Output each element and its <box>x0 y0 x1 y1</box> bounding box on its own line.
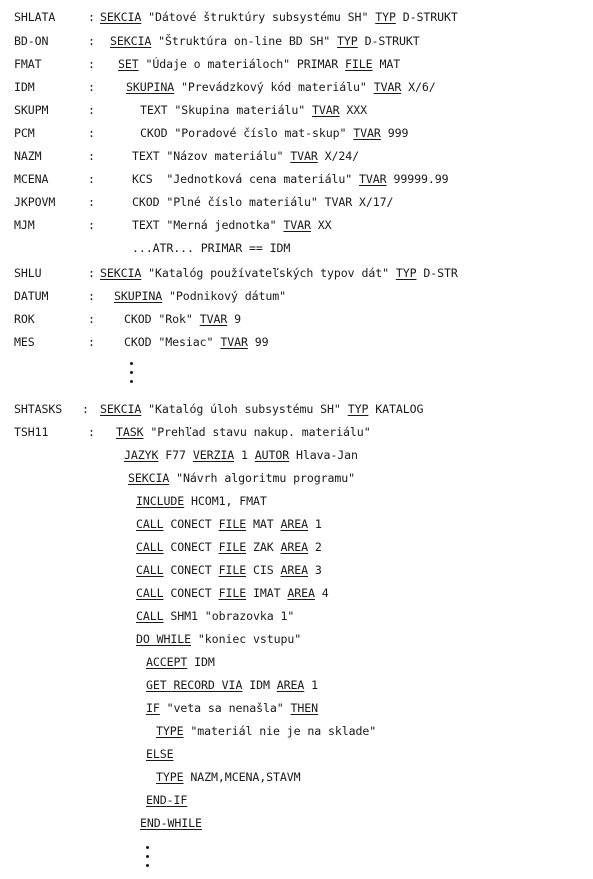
code-text: ZAK <box>246 540 281 554</box>
line-label: JKPOVM <box>14 195 56 209</box>
keyword: CALL <box>136 563 164 577</box>
keyword: FILE <box>218 517 247 531</box>
code-text: F77 <box>158 448 193 462</box>
keyword: TYP <box>375 10 396 24</box>
line-code <box>146 701 318 715</box>
keyword: TVAR <box>220 335 248 349</box>
keyword: SKUPINA <box>126 80 175 94</box>
line-code <box>116 425 371 439</box>
line-code <box>136 586 329 600</box>
line-code <box>146 678 318 692</box>
code-text: "Údaje o materiáloch" PRIMAR <box>138 57 346 71</box>
code-text: "Prevádzkový kód materiálu" <box>174 80 374 94</box>
line-label: PCM <box>14 126 35 140</box>
code-text: "Katalóg úloh subsystému SH" <box>141 402 348 416</box>
keyword: TVAR <box>283 218 311 232</box>
code-text: XXX <box>339 103 368 117</box>
code-text: TEXT "Skupina materiálu" <box>140 103 313 117</box>
line-label: SHTASKS <box>14 402 63 416</box>
label-separator: : <box>88 312 95 326</box>
keyword: TASK <box>116 425 144 439</box>
code-text: Hlava-Jan <box>289 448 358 462</box>
label-separator: : <box>88 218 95 232</box>
code-text: D-STR <box>416 266 458 280</box>
keyword: CALL <box>136 517 164 531</box>
keyword: AREA <box>276 678 305 692</box>
keyword: SEKCIA <box>100 402 142 416</box>
code-text: IDM <box>187 655 215 669</box>
line-label: TSH11 <box>14 425 49 439</box>
keyword: TYP <box>395 266 417 280</box>
code-text: 1 <box>234 448 255 462</box>
code-text: 3 <box>308 563 322 577</box>
keyword: TVAR <box>373 80 402 94</box>
line-label: SHLU <box>14 266 42 280</box>
code-text: CONECT <box>163 517 219 531</box>
code-text: IMAT <box>246 586 288 600</box>
code-text: XX <box>310 218 332 232</box>
code-text: CKOD "Poradové číslo mat-skup" <box>140 126 354 140</box>
keyword: INCLUDE <box>136 494 185 508</box>
code-text: "Dátové štruktúry subsystému SH" <box>141 10 376 24</box>
label-separator: : <box>88 10 95 24</box>
keyword: FILE <box>218 586 247 600</box>
code-text: 99999.99 <box>386 172 449 186</box>
label-separator: : <box>82 402 89 416</box>
ellipsis-dot <box>146 864 149 867</box>
code-text: CKOD "Rok" <box>124 312 200 326</box>
keyword: TVAR <box>290 149 318 163</box>
line-code <box>140 126 408 140</box>
label-separator: : <box>88 149 95 163</box>
code-text: CONECT <box>163 563 219 577</box>
code-text: 999 <box>380 126 409 140</box>
code-text: "Katalóg používateľských typov dát" <box>141 266 396 280</box>
keyword: AREA <box>280 540 309 554</box>
line-code <box>132 149 359 163</box>
keyword: CALL <box>136 609 164 623</box>
keyword: TVAR <box>199 312 228 326</box>
code-text: 2 <box>308 540 322 554</box>
keyword: TYP <box>337 34 358 48</box>
keyword: TVAR <box>359 172 387 186</box>
keyword: FILE <box>345 57 373 71</box>
keyword: ELSE <box>146 747 174 761</box>
code-text: "Štruktúra on-line BD SH" <box>151 34 338 48</box>
line-code <box>136 517 322 531</box>
code-text: 99 <box>247 335 269 349</box>
line-code <box>136 540 322 554</box>
code-text: 1 <box>304 678 319 692</box>
label-separator: : <box>88 126 95 140</box>
code-text: CONECT <box>163 586 219 600</box>
line-code <box>132 195 393 209</box>
code-text: 4 <box>314 586 329 600</box>
line-code <box>156 770 301 784</box>
line-label: MJM <box>14 218 35 232</box>
line-code <box>126 80 436 94</box>
keyword: SEKCIA <box>100 10 142 24</box>
code-text: KATALOG <box>368 402 424 416</box>
line-code <box>100 402 423 416</box>
code-text: NAZM,MCENA,STAVM <box>183 770 301 784</box>
label-separator: : <box>88 195 95 209</box>
line-label: SKUPM <box>14 103 49 117</box>
line-code <box>100 10 458 24</box>
line-code <box>140 816 202 830</box>
code-text: "materiál nie je na sklade" <box>183 724 377 738</box>
code-text: D-STRUKT <box>357 34 420 48</box>
code-text: "koniec vstupu" <box>191 632 302 646</box>
label-separator: : <box>88 335 95 349</box>
line-code <box>140 103 367 117</box>
line-label: FMAT <box>14 57 42 71</box>
label-separator: : <box>88 425 95 439</box>
label-separator: : <box>88 103 95 117</box>
keyword: TYP <box>347 402 369 416</box>
code-text: SHM1 "obrazovka 1" <box>163 609 295 623</box>
line-code <box>132 218 332 232</box>
line-label: BD-ON <box>14 34 49 48</box>
line-label: ROK <box>14 312 35 326</box>
line-code <box>100 266 458 280</box>
code-text: TEXT "Merná jednotka" <box>132 218 284 232</box>
line-label: MCENA <box>14 172 49 186</box>
keyword: THEN <box>290 701 319 715</box>
code-text: KCS "Jednotková cena materiálu" <box>132 172 360 186</box>
keyword: ACCEPT <box>146 655 188 669</box>
code-text: CONECT <box>163 540 219 554</box>
line-code <box>132 172 449 186</box>
line-code <box>146 747 174 761</box>
line-label: SHLATA <box>14 10 56 24</box>
line-code <box>128 471 355 485</box>
code-text: CIS <box>246 563 281 577</box>
line-code <box>110 34 420 48</box>
line-code <box>136 563 322 577</box>
label-separator: : <box>88 289 95 303</box>
keyword: FILE <box>218 540 247 554</box>
keyword: END-IF <box>146 793 188 807</box>
keyword: AREA <box>280 563 309 577</box>
code-text: ...ATR... PRIMAR == IDM <box>132 241 291 255</box>
label-separator: : <box>88 34 95 48</box>
code-text: MAT <box>246 517 281 531</box>
code-text: 1 <box>308 517 322 531</box>
line-label: DATUM <box>14 289 49 303</box>
line-code <box>118 57 400 71</box>
keyword: SKUPINA <box>114 289 163 303</box>
line-code <box>114 289 286 303</box>
code-text: MAT <box>372 57 401 71</box>
keyword: SET <box>118 57 139 71</box>
line-code <box>124 312 241 326</box>
line-code <box>136 609 294 623</box>
keyword: GET RECORD VIA <box>146 678 243 692</box>
code-text: "Návrh algoritmu programu" <box>169 471 356 485</box>
line-code <box>146 655 215 669</box>
label-separator: : <box>88 57 95 71</box>
line-label: MES <box>14 335 35 349</box>
keyword: DO WHILE <box>136 632 192 646</box>
code-text: X/24/ <box>317 149 360 163</box>
code-text: 9 <box>227 312 241 326</box>
line-code <box>156 724 376 738</box>
line-code <box>124 448 358 462</box>
keyword: TVAR <box>353 126 381 140</box>
keyword: AREA <box>287 586 315 600</box>
ellipsis-dot <box>146 855 149 858</box>
keyword: TYPE <box>156 724 184 738</box>
keyword: SEKCIA <box>128 471 170 485</box>
line-code <box>136 632 301 646</box>
ellipsis-dot <box>130 362 133 365</box>
keyword: TVAR <box>312 103 340 117</box>
code-text: X/6/ <box>401 80 436 94</box>
keyword: FILE <box>218 563 247 577</box>
code-text: "Prehľad stavu nakup. materiálu" <box>143 425 371 439</box>
keyword: TYPE <box>156 770 184 784</box>
code-text: TEXT "Názov materiálu" <box>132 149 291 163</box>
label-separator: : <box>88 172 95 186</box>
code-text: "Podnikový dátum" <box>162 289 287 303</box>
line-code <box>132 241 290 255</box>
line-code <box>136 494 267 508</box>
keyword: VERZIA <box>192 448 235 462</box>
code-text: IDM <box>242 678 277 692</box>
line-code <box>146 793 187 807</box>
ellipsis-dot <box>130 380 133 383</box>
line-label: NAZM <box>14 149 42 163</box>
line-code <box>124 335 269 349</box>
label-separator: : <box>88 266 95 280</box>
label-separator: : <box>88 80 95 94</box>
code-text: D-STRUKT <box>395 10 458 24</box>
keyword: AUTOR <box>254 448 290 462</box>
keyword: CALL <box>136 540 164 554</box>
keyword: CALL <box>136 586 164 600</box>
ellipsis-dot <box>146 846 149 849</box>
code-text: "veta sa nenašla" <box>159 701 291 715</box>
code-text: CKOD "Mesiac" <box>124 335 221 349</box>
keyword: IF <box>146 701 160 715</box>
keyword: AREA <box>280 517 309 531</box>
keyword: END-WHILE <box>140 816 202 830</box>
keyword: SEKCIA <box>110 34 152 48</box>
keyword: SEKCIA <box>100 266 142 280</box>
ellipsis-dot <box>130 371 133 374</box>
line-label: IDM <box>14 80 35 94</box>
code-text: CKOD "Plné číslo materiálu" TVAR X/17/ <box>132 195 394 209</box>
code-text: HCOM1, FMAT <box>184 494 267 508</box>
keyword: JAZYK <box>124 448 159 462</box>
